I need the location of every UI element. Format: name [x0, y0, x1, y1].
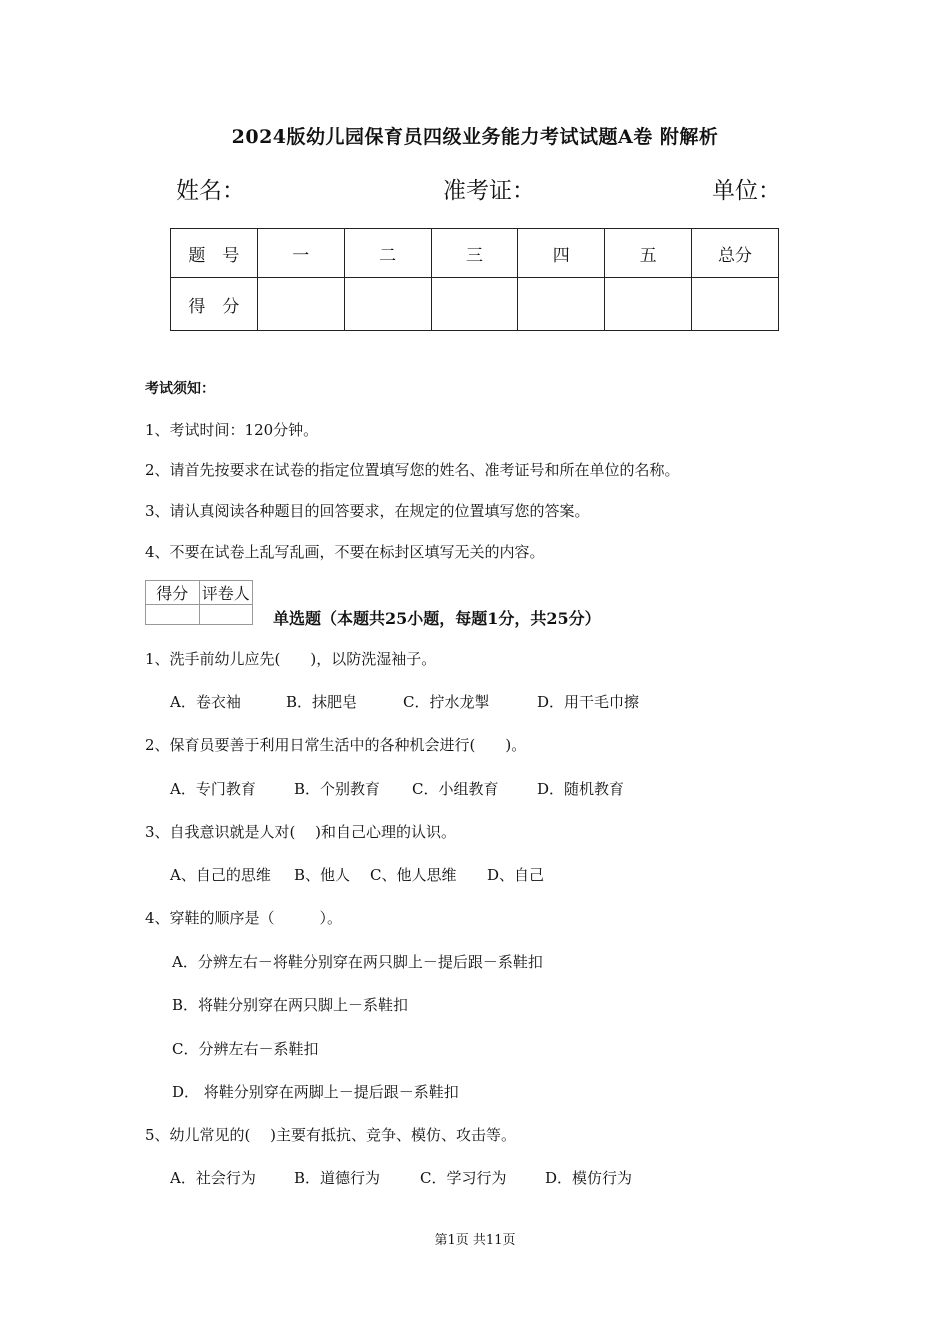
question-option: D．用干毛巾擦 — [537, 693, 640, 711]
question-option: A．分辨左右－将鞋分别穿在两只脚上－提后跟－系鞋扣 — [172, 953, 543, 971]
score-table-score-row — [171, 278, 779, 331]
score-table-col-4: 四 — [518, 229, 605, 278]
score-table-col-1: 一 — [257, 229, 344, 278]
score-cell[interactable] — [431, 278, 518, 331]
score-table-col-total: 总分 — [692, 229, 779, 278]
notice-item: 4、不要在试卷上乱写乱画，不要在标封区填写无关的内容。 — [145, 543, 545, 561]
grader-score-label: 得分 — [146, 581, 200, 605]
question-option: A．专门教育 — [170, 780, 256, 798]
question-option: B．个别教育 — [294, 780, 381, 798]
question-option: C．拧水龙掣 — [403, 693, 490, 711]
score-table-col-2: 二 — [344, 229, 431, 278]
grader-box — [145, 580, 253, 625]
question-option: B、他人 — [294, 866, 351, 884]
question-option: D、自己 — [487, 866, 545, 884]
exam-id-field-label: 准考证： — [443, 178, 535, 204]
question-option: D．模仿行为 — [545, 1169, 633, 1187]
question-stem: 3、自我意识就是人对( )和自己心理的认识。 — [145, 823, 457, 841]
question-option: C．学习行为 — [420, 1169, 507, 1187]
question-option: C．分辨左右－系鞋扣 — [172, 1040, 319, 1058]
question-option: A．社会行为 — [170, 1169, 256, 1187]
question-option: C、他人思维 — [370, 866, 457, 884]
question-stem: 5、幼儿常见的( )主要有抵抗、竞争、模仿、攻击等。 — [145, 1126, 517, 1144]
question-option: D．随机教育 — [537, 780, 625, 798]
question-option: B．道德行为 — [294, 1169, 381, 1187]
section-heading: 单选题（本题共25小题，每题1分，共25分） — [273, 609, 601, 628]
question-option: B．抹肥皂 — [286, 693, 358, 711]
document-title: 2024版幼儿园保育员四级业务能力考试试题A卷 附解析 — [231, 126, 719, 148]
question-option: D． 将鞋分别穿在两脚上－提后跟－系鞋扣 — [172, 1083, 459, 1101]
score-table-col-3: 三 — [431, 229, 518, 278]
question-option: A．卷衣袖 — [170, 693, 241, 711]
score-table-col-5: 五 — [605, 229, 692, 278]
grader-reviewer-cell[interactable] — [199, 605, 253, 625]
score-cell[interactable] — [344, 278, 431, 331]
question-stem: 1、洗手前幼儿应先( )，以防洗湿袖子。 — [145, 650, 437, 668]
question-stem: 2、保育员要善于利用日常生活中的各种机会进行( )。 — [145, 736, 527, 754]
grader-reviewer-label: 评卷人 — [199, 581, 253, 605]
notice-item: 1、考试时间：120分钟。 — [145, 421, 319, 439]
score-table — [170, 228, 779, 331]
score-cell[interactable] — [257, 278, 344, 331]
grader-score-cell[interactable] — [146, 605, 200, 625]
question-option: B．将鞋分别穿在两只脚上－系鞋扣 — [172, 996, 409, 1014]
unit-field-label: 单位： — [712, 178, 781, 204]
score-cell[interactable] — [692, 278, 779, 331]
score-table-row-label: 得 分 — [171, 278, 258, 331]
score-cell[interactable] — [605, 278, 692, 331]
name-field-label: 姓名： — [176, 178, 245, 204]
question-option: A、自己的思维 — [170, 866, 271, 884]
notice-item: 3、请认真阅读各种题目的回答要求，在规定的位置填写您的答案。 — [145, 502, 590, 520]
score-cell[interactable] — [518, 278, 605, 331]
notice-heading: 考试须知： — [145, 381, 215, 397]
notice-item: 2、请首先按要求在试卷的指定位置填写您的姓名、准考证号和所在单位的名称。 — [145, 461, 680, 479]
score-table-row-label: 题 号 — [171, 229, 258, 278]
page-footer: 第1页 共11页 — [434, 1233, 516, 1248]
score-table-header-row — [171, 229, 779, 278]
question-stem: 4、穿鞋的顺序是（ ）。 — [145, 909, 343, 927]
question-option: C．小组教育 — [412, 780, 499, 798]
